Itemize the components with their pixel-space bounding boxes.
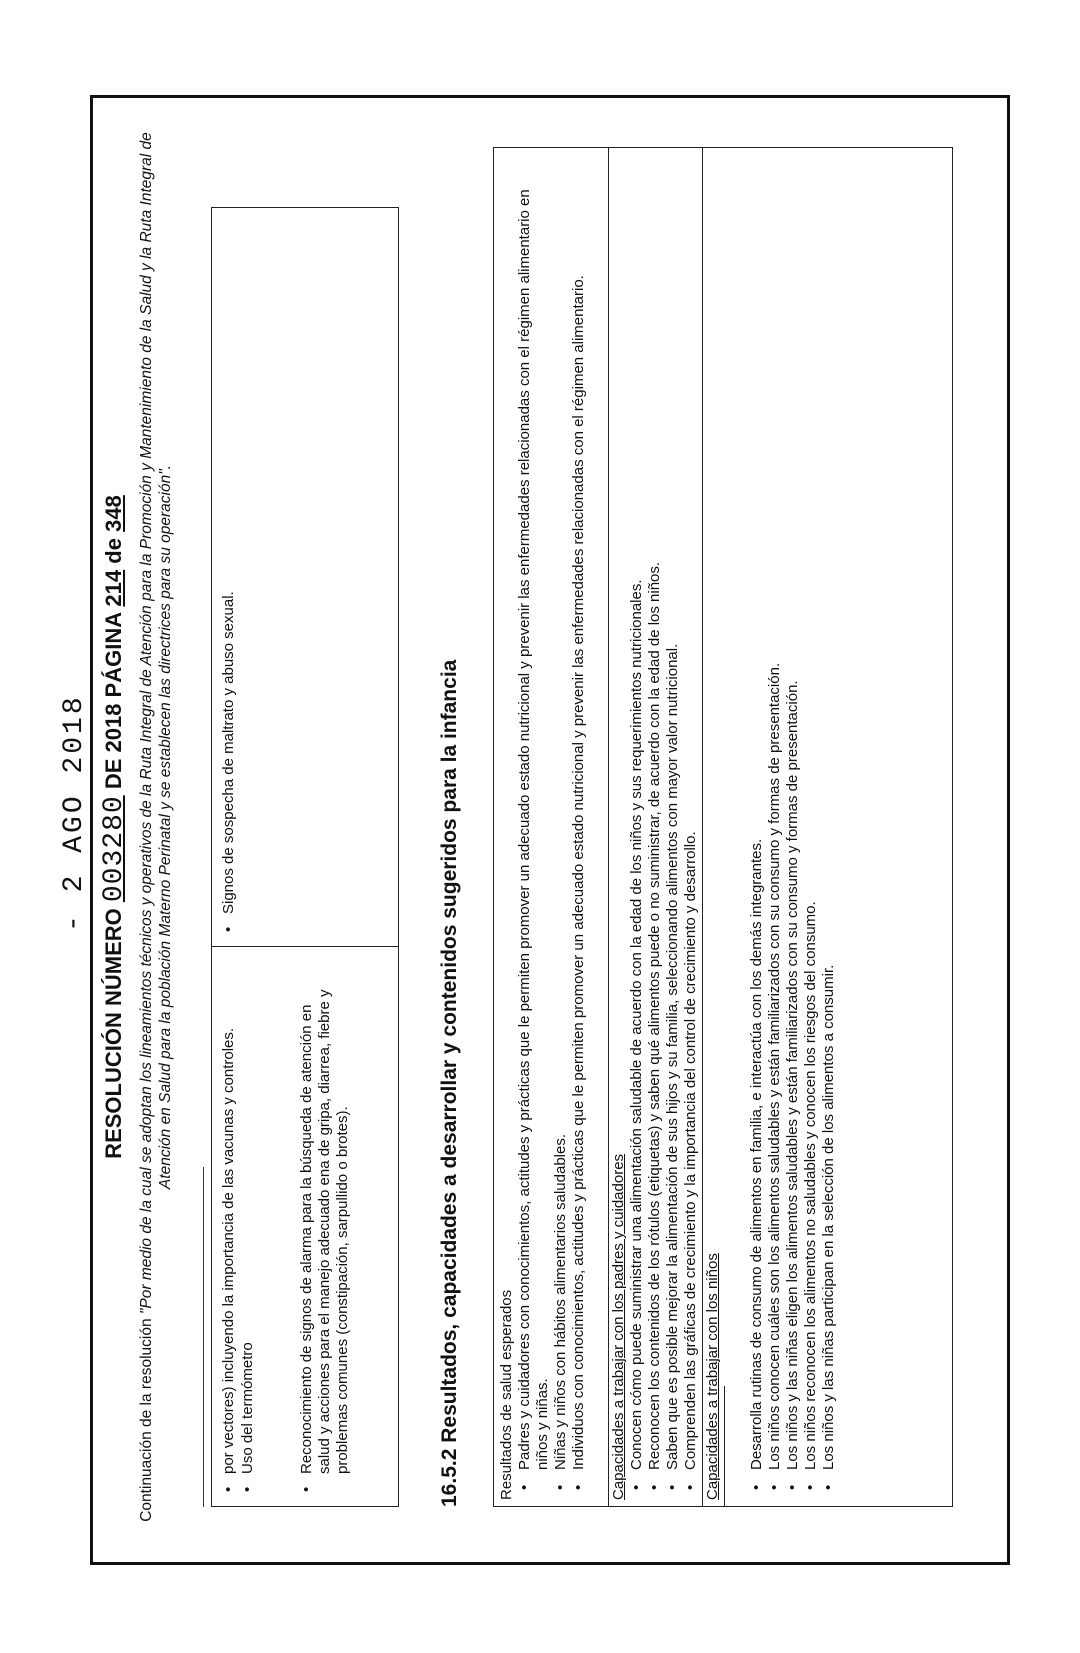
parents-header: Capacidades a trabajar con los padres y cuidadores (610, 1153, 627, 1500)
table-divider (608, 148, 609, 1506)
children-header-underline (724, 1386, 725, 1506)
list-item: • Desarrolla rutinas de consumo de alimentos en familia, e interactúa con los demás integrantes. (748, 838, 765, 1490)
list-item: • Conocen cómo puede suministrar una alimentación saludable de acuerdo con la edad de los niños y sus requerimientos nutricionales. (628, 579, 645, 1490)
results-header: Resultados de salud esperados (498, 1289, 515, 1500)
list-item: • Los niños y las niñas eligen los alimentos saludables y están familiarizados con su consumo y formas de presentación. (784, 680, 801, 1490)
list-item: • Individuos con conocimientos, actitudes y prácticas que le permiten promover un adecuado estado nutricional y prevenir las enfermedades relacionadas con el régimen alimentario. (570, 275, 587, 1490)
list-item: • Padres y cuidadores con conocimientos, actitudes y prácticas que le permiten promover un adecuado estado nutricional y prevenir las enfermedades relacionadas con el régimen alimentario en niños y niñas. (516, 189, 551, 1490)
top-table-col2 (212, 208, 398, 946)
resolution-title (99, 92, 130, 1562)
results-table (493, 147, 953, 1507)
list-item: • Los niños conocen cuáles son los alimentos saludables y están familiarizados con su consumo y formas de presentación. (766, 662, 783, 1490)
children-header: Capacidades a trabajar con los niños (704, 1253, 721, 1500)
list-item: • Uso del termómetro (239, 1342, 256, 1492)
list-item: • Reconocen los contenidos de los rótulos (etiquetas) y saben qué alimentos puede o no suministrar, de acuerdo con la edad de los niños. (646, 561, 663, 1490)
list-item: • Niñas y niños con hábitos alimentarios saludables. (552, 1133, 569, 1490)
divider (203, 1167, 204, 1507)
list-item: • Signos de sospecha de maltrato y abuso sexual. (220, 591, 237, 932)
page-number: 214 (101, 569, 126, 607)
continuation-body: "Por medio de la cual se adoptan los lineamientos técnicos y operativos de la Ruta Integral de Atención para la Promoción y Mantenimiento de la Salud y la Ruta Integral de Atención en Salud para la población Materno Perinatal y se establecen las directrices para su operación". (138, 132, 174, 1315)
page-frame (59, 95, 1010, 1565)
section-title: 16.5.2 Resultados, capacidades a desarrollar y contenidos sugeridos para la infancia (438, 659, 461, 1507)
resolution-number: 003280 (99, 795, 130, 903)
list-item: • Reconocimiento de signos de alarma para la búsqueda de atención en salud y acciones para el manejo adecuado ena de gripa, diarrea, fiebre y problemas comunes (constipación, sarpullido o brotes). (298, 989, 351, 1492)
list-item: • Los niños reconocen los alimentos no saludables y conocen los riesgos del consumo. (802, 901, 819, 1490)
continuation-text (137, 112, 175, 1542)
title-suffix: DE 2018 PÁGINA (101, 612, 126, 790)
top-table (211, 207, 399, 1507)
page-total: 348 (101, 495, 126, 532)
list-item: • Los niños y las niñas participan en la selección de los alimentos a consumir. (820, 964, 837, 1490)
table-divider (702, 148, 703, 1506)
page-of: de (101, 538, 126, 564)
list-item: • por vectores) incluyendo la importancia de las vacunas y controles. (220, 1027, 237, 1492)
continuation-prefix: Continuación de la resolución (138, 1318, 155, 1522)
top-table-col1 (212, 946, 398, 1506)
date-stamp: - 2 AGO 2018 (59, 694, 90, 932)
list-item: • Saben que es posible mejorar la alimentación de sus hijos y su familia, seleccionando alimentos con mayor valor nutricional. (664, 643, 681, 1490)
title-prefix: RESOLUCIÓN NÚMERO (101, 908, 126, 1159)
list-item: • Comprenden las gráficas de crecimiento y la importancia del control de crecimiento y desarrollo. (682, 831, 699, 1490)
